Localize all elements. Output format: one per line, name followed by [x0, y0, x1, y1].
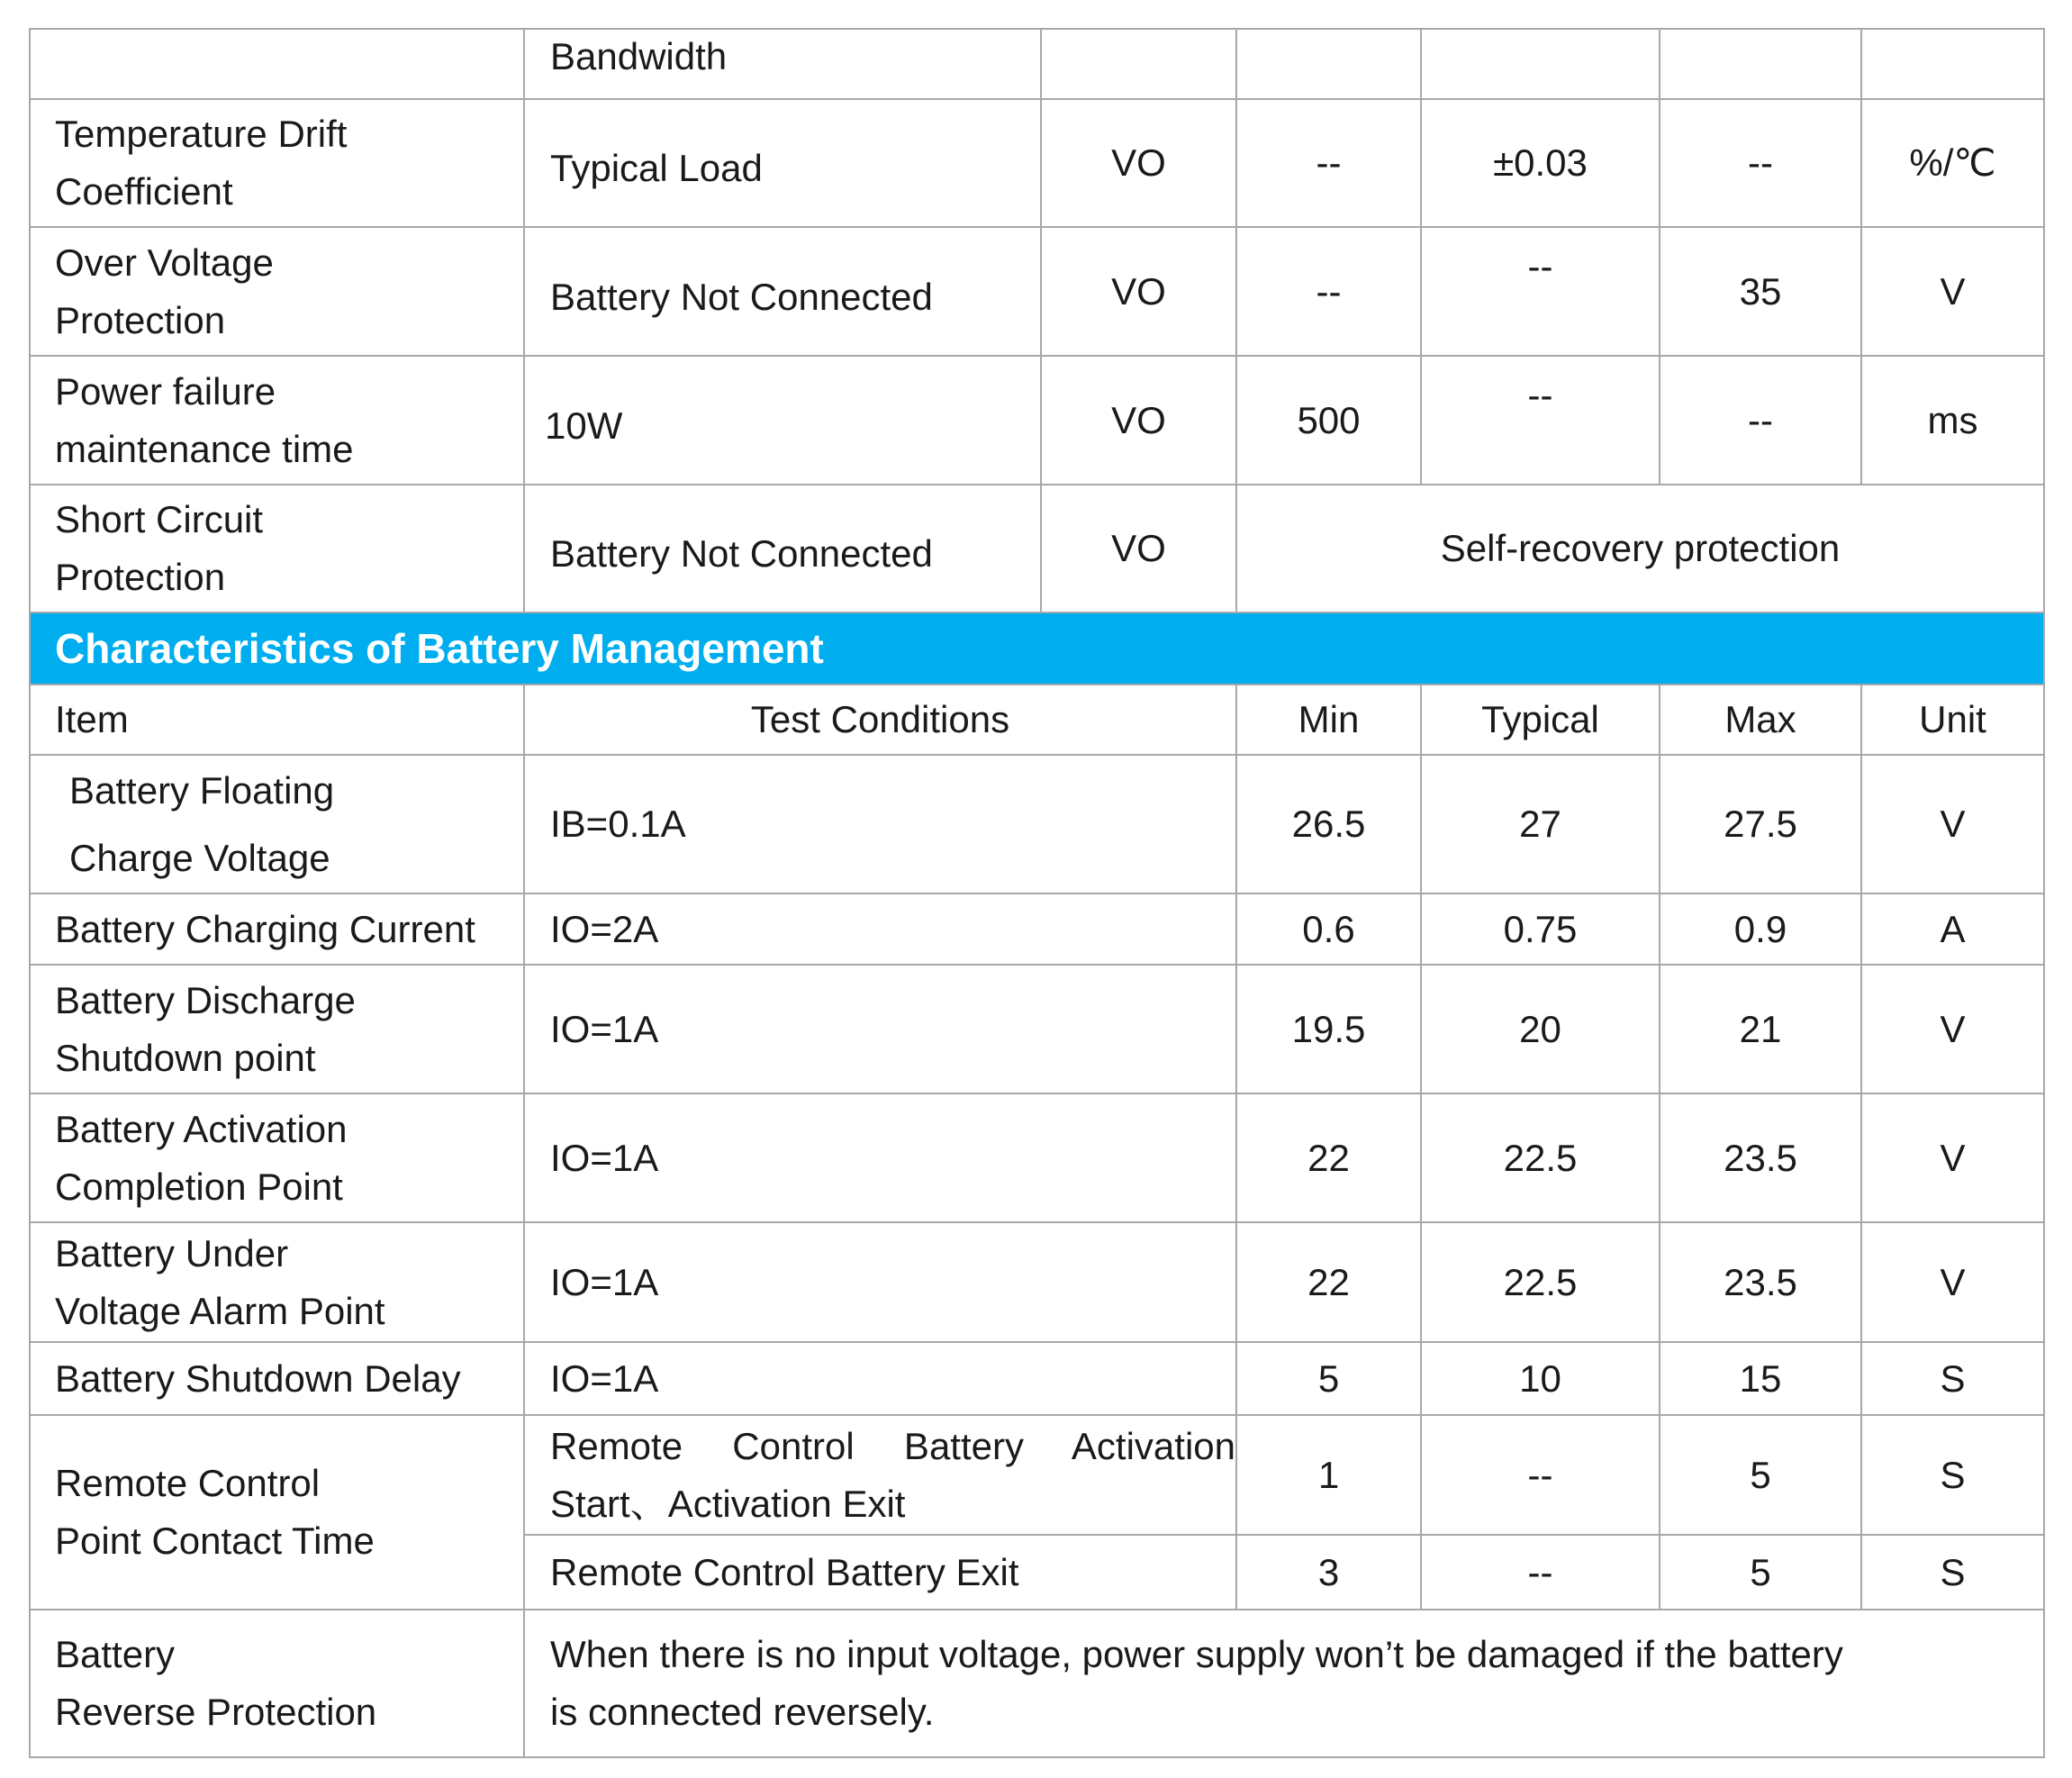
cell-condition — [524, 1415, 1236, 1535]
cell-item — [30, 1415, 524, 1610]
cell-item — [30, 1222, 524, 1342]
cell-symbol: VO — [1041, 227, 1236, 356]
cell-condition — [524, 485, 1041, 612]
cell-item — [30, 1093, 524, 1222]
cell-min: 22 — [1236, 1222, 1421, 1342]
cell-typical — [1421, 356, 1660, 485]
cell-condition: IO=1A — [524, 1342, 1236, 1415]
header-test-conditions: Test Conditions — [524, 685, 1236, 755]
row-short-circuit — [30, 485, 2044, 612]
cell-unit: V — [1861, 755, 2044, 894]
condition-line: Remote Control Battery Activation — [550, 1424, 1235, 1467]
cell-max: 0.9 — [1660, 894, 1861, 965]
condition-text: Typical Load — [550, 147, 763, 189]
condition-line: Start、Activation Exit — [550, 1482, 906, 1525]
cell-min: 5 — [1236, 1342, 1421, 1415]
item-line: Power failure — [55, 369, 276, 413]
item-line: Battery Under — [55, 1231, 289, 1275]
cell-unit: S — [1861, 1535, 2044, 1610]
row-power-failure — [30, 356, 2044, 485]
cell-symbol: VO — [1041, 485, 1236, 612]
cell-max: 5 — [1660, 1415, 1861, 1535]
item-line: Battery — [55, 1633, 176, 1675]
header-item: Item — [30, 685, 524, 755]
header-max: Max — [1660, 685, 1861, 755]
cell-min: -- — [1236, 99, 1421, 227]
cell-condition — [524, 99, 1041, 227]
cell-symbol: VO — [1041, 99, 1236, 227]
row-floating-charge — [30, 755, 2044, 894]
item-line: Reverse Protection — [55, 1691, 377, 1733]
row-reverse-protection — [30, 1610, 2044, 1757]
row-discharge-shutdown — [30, 965, 2044, 1093]
cell-item-empty — [30, 29, 524, 99]
cell-empty — [1041, 29, 1236, 99]
row-charging-current — [30, 894, 2044, 965]
cell-item — [30, 99, 524, 227]
row-shutdown-delay — [30, 1342, 2044, 1415]
item-line: Completion Point — [55, 1165, 343, 1208]
cell-condition: IO=2A — [524, 894, 1236, 965]
column-header-row — [30, 685, 2044, 755]
typical-text: -- — [1527, 244, 1553, 287]
cell-max: -- — [1660, 356, 1861, 485]
cell-typical: -- — [1421, 1415, 1660, 1535]
cell-min: 3 — [1236, 1535, 1421, 1610]
cell-unit: V — [1861, 1222, 2044, 1342]
cell-unit: %/℃ — [1861, 99, 2044, 227]
cell-item — [30, 356, 524, 485]
cell-item — [30, 755, 524, 894]
cell-typical: 10 — [1421, 1342, 1660, 1415]
cell-item: Battery Charging Current — [30, 894, 524, 965]
cell-item — [30, 227, 524, 356]
cell-unit: A — [1861, 894, 2044, 965]
cell-unit: ms — [1861, 356, 2044, 485]
cell-condition — [524, 227, 1041, 356]
cell-min: 26.5 — [1236, 755, 1421, 894]
cell-min: 22 — [1236, 1093, 1421, 1222]
cell-min: -- — [1236, 227, 1421, 356]
cell-condition-bandwidth — [524, 29, 1041, 99]
cell-unit: V — [1861, 965, 2044, 1093]
cell-unit: S — [1861, 1342, 2044, 1415]
cell-max: 5 — [1660, 1535, 1861, 1610]
cell-item: Battery Shutdown Delay — [30, 1342, 524, 1415]
cell-unit: S — [1861, 1415, 2044, 1535]
cell-max: 35 — [1660, 227, 1861, 356]
cell-min: 1 — [1236, 1415, 1421, 1535]
cell-min: 0.6 — [1236, 894, 1421, 965]
item-line: Temperature Drift — [55, 113, 348, 155]
condition-text: Battery Not Connected — [550, 532, 933, 575]
typical-text: -- — [1527, 373, 1553, 416]
item-line: Over Voltage — [55, 240, 274, 284]
cell-empty — [1236, 29, 1421, 99]
header-typical: Typical — [1421, 685, 1660, 755]
spec-table — [29, 28, 2045, 1758]
cell-condition: IB=0.1A — [524, 755, 1236, 894]
cell-max: 27.5 — [1660, 755, 1861, 894]
cell-typical — [1421, 227, 1660, 356]
item-line: Voltage Alarm Point — [55, 1289, 385, 1332]
cell-note — [524, 1610, 2044, 1757]
section-header-row — [30, 612, 2044, 685]
condition-text: 10W — [545, 404, 623, 447]
cell-max: 23.5 — [1660, 1222, 1861, 1342]
cell-condition: IO=1A — [524, 965, 1236, 1093]
cell-min: 19.5 — [1236, 965, 1421, 1093]
item-line: Protection — [55, 298, 226, 341]
item-line: Protection — [55, 556, 226, 598]
cell-typical: 22.5 — [1421, 1093, 1660, 1222]
cell-typical: 22.5 — [1421, 1222, 1660, 1342]
cell-typical: 27 — [1421, 755, 1660, 894]
note-line: When there is no input voltage, power supply won’t be damaged if the battery — [550, 1633, 1843, 1675]
cell-item — [30, 965, 524, 1093]
cell-item — [30, 1610, 524, 1757]
cell-merged-value: Self-recovery protection — [1236, 485, 2044, 612]
row-over-voltage — [30, 227, 2044, 356]
row-temperature-drift — [30, 99, 2044, 227]
row-under-voltage — [30, 1222, 2044, 1342]
section-title: Characteristics of Battery Management — [30, 612, 2044, 685]
cell-max: 23.5 — [1660, 1093, 1861, 1222]
condition-text: Battery Not Connected — [550, 275, 933, 318]
cell-condition: IO=1A — [524, 1222, 1236, 1342]
cell-max: -- — [1660, 99, 1861, 227]
cell-max: 15 — [1660, 1342, 1861, 1415]
cell-typical: ±0.03 — [1421, 99, 1660, 227]
cell-max: 21 — [1660, 965, 1861, 1093]
item-line: Battery Floating — [69, 769, 335, 812]
cell-condition: Remote Control Battery Exit — [524, 1535, 1236, 1610]
cell-typical: 20 — [1421, 965, 1660, 1093]
cell-empty — [1660, 29, 1861, 99]
cell-condition: IO=1A — [524, 1093, 1236, 1222]
cell-condition — [524, 356, 1041, 485]
cell-symbol: VO — [1041, 356, 1236, 485]
item-line: maintenance time — [55, 427, 354, 470]
item-line: Remote Control — [55, 1462, 321, 1504]
cell-typical: -- — [1421, 1535, 1660, 1610]
note-line: is connected reversely. — [550, 1691, 935, 1733]
item-line: Charge Voltage — [69, 837, 330, 879]
item-line: Point Contact Time — [55, 1519, 375, 1562]
item-line: Shutdown point — [55, 1036, 316, 1079]
item-line: Battery Discharge — [55, 978, 356, 1021]
cell-typical: 0.75 — [1421, 894, 1660, 965]
row-activation-completion — [30, 1093, 2044, 1222]
header-min: Min — [1236, 685, 1421, 755]
cell-unit: V — [1861, 227, 2044, 356]
item-line: Short Circuit — [55, 498, 264, 540]
cell-empty — [1421, 29, 1660, 99]
bandwidth-label: Bandwidth — [550, 35, 728, 77]
cell-unit: V — [1861, 1093, 2044, 1222]
item-line: Coefficient — [55, 170, 233, 213]
row-remote-activation — [30, 1415, 2044, 1535]
header-unit: Unit — [1861, 685, 2044, 755]
cell-empty — [1861, 29, 2044, 99]
cell-min: 500 — [1236, 356, 1421, 485]
item-line: Battery Activation — [55, 1107, 348, 1150]
cell-item — [30, 485, 524, 612]
row-bandwidth — [30, 29, 2044, 99]
